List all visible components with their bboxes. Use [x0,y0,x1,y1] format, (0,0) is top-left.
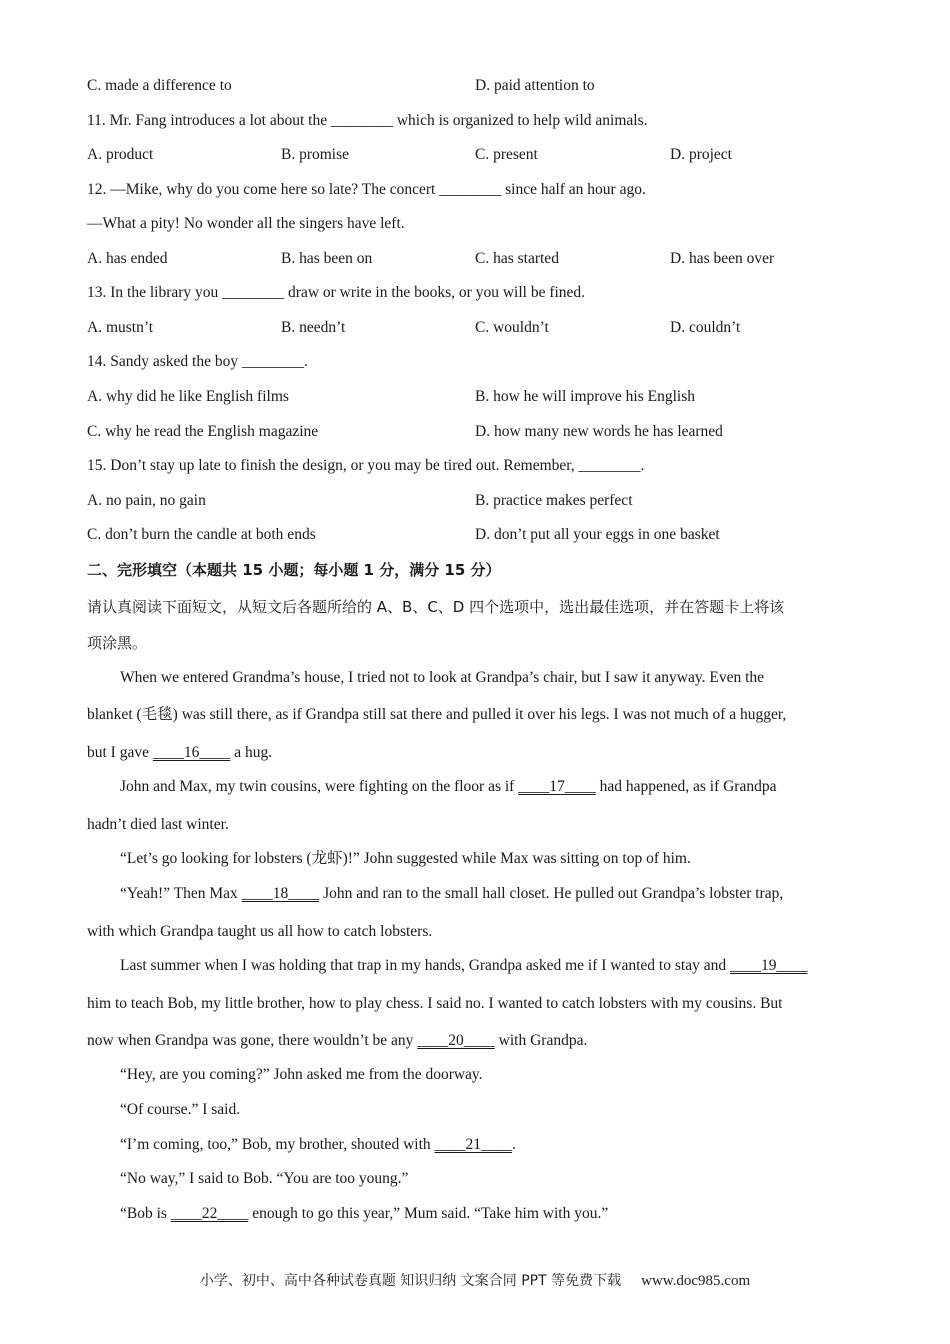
passage-line: with which Grandpa taught us all how to catch lobsters. [87,923,433,940]
passage-text: John and Max, my twin cousins, were fighting on the floor as if [120,778,519,795]
q13-option-a: A. mustn’t [87,319,154,336]
passage-text: “Yeah!” Then Max [120,885,242,902]
passage-line [120,1135,516,1155]
q14-option-b: B. how he will improve his English [475,388,696,405]
passage-line: “Hey, are you coming?” John asked me from the doorway. [120,1066,483,1083]
passage-line: him to teach Bob, my little brother, how to play chess. I said no. I wanted to catch lobsters with my cousins. But [87,995,783,1012]
q15-option-b: B. practice makes perfect [475,492,633,509]
passage-text: had happened, as if Grandpa [595,778,777,795]
q13-stem: 13. In the library you ________ draw or write in the books, or you will be fined. [87,284,586,301]
blank-18: ____18____ [241,885,320,902]
q12-option-c: C. has started [475,250,559,267]
blank-17: ____17____ [518,778,596,795]
passage-line: “No way,” I said to Bob. “You are too young.” [120,1170,409,1187]
q12-option-b: B. has been on [281,250,373,267]
footer-site-link[interactable]: www.doc985.com [641,1273,751,1289]
passage-text: Last summer when I was holding that trap in my hands, Grandpa asked me if I wanted to stay and [120,957,730,974]
passage-line: hadn’t died last winter. [87,816,229,833]
q10-option-c: C. made a difference to [87,77,232,94]
blank-19: ____19____ [729,957,808,974]
blank-16: ____16____ [152,744,231,761]
blank-20: ____20____ [417,1032,495,1049]
section-instructions-line1: 请认真阅读下面短文，从短文后各题所给的 A、B、C、D 四个选项中，选出最佳选项，并在答题卡上将该 [87,598,785,616]
blank-21: ____21____ [434,1136,512,1153]
passage-text: now when Grandpa was gone, there wouldn’t be any [87,1032,418,1049]
q11-option-d: D. project [670,146,732,163]
q14-option-c: C. why he read the English magazine [87,423,319,440]
passage-text: John and ran to the small hall closet. He pulled out Grandpa’s lobster trap, [319,885,784,902]
q12-option-a: A. has ended [87,250,168,267]
passage-line: “Let’s go looking for lobsters (龙虾)!” John suggested while Max was sitting on top of him. [120,850,691,867]
page-footer [0,1270,950,1290]
footer-text: 小学、初中、高中各种试卷真题 知识归纳 文案合同 PPT 等免费下载 [199,1273,622,1289]
q11-stem: 11. Mr. Fang introduces a lot about the ________ which is organized to help wild animals. [87,112,648,129]
q14-option-d: D. how many new words he has learned [475,423,723,440]
q15-stem: 15. Don’t stay up late to finish the design, or you may be tired out. Remember, ________. [87,457,645,474]
passage-line: When we entered Grandma’s house, I tried not to look at Grandpa’s chair, but I saw it anyway. Even the [120,669,765,686]
passage-line [120,1204,608,1224]
q13-option-c: C. wouldn’t [475,319,549,336]
q12-reply: —What a pity! No wonder all the singers have left. [87,215,405,232]
passage-line: blanket (毛毯) was still there, as if Grandpa still sat there and pulled it over his legs. I was not much of a hugger, [87,706,787,723]
q12-stem: 12. —Mike, why do you come here so late? The concert ________ since half an hour ago. [87,181,646,198]
passage-line [120,956,807,976]
q11-option-b: B. promise [281,146,350,163]
q14-stem: 14. Sandy asked the boy ________. [87,353,308,370]
passage-text: but I gave [87,744,153,761]
q13-option-b: B. needn’t [281,319,346,336]
blank-22: ____22____ [170,1205,249,1222]
passage-line [87,1031,587,1051]
passage-text: . [512,1136,516,1153]
q15-option-c: C. don’t burn the candle at both ends [87,526,316,543]
passage-text: with Grandpa. [494,1032,588,1049]
q11-option-a: A. product [87,146,154,163]
q10-option-d: D. paid attention to [475,77,595,94]
section-instructions-line2: 项涂黑。 [87,634,148,652]
q13-option-d: D. couldn’t [670,319,741,336]
q12-option-d: D. has been over [670,250,775,267]
q15-option-d: D. don’t put all your eggs in one basket [475,526,720,543]
section-heading: 二、完形填空（本题共 15 小题；每小题 1 分，满分 15 分） [87,561,501,579]
passage-line [120,777,776,797]
passage-line [120,884,783,904]
passage-text: enough to go this year,” Mum said. “Take him with you.” [248,1205,609,1222]
passage-line: “Of course.” I said. [120,1101,241,1118]
q14-option-a: A. why did he like English films [87,388,289,405]
passage-text: “Bob is [120,1205,171,1222]
passage-text: a hug. [230,744,273,761]
q11-option-c: C. present [475,146,538,163]
q15-option-a: A. no pain, no gain [87,492,206,509]
passage-line [87,743,272,763]
passage-text: “I’m coming, too,” Bob, my brother, shouted with [120,1136,435,1153]
